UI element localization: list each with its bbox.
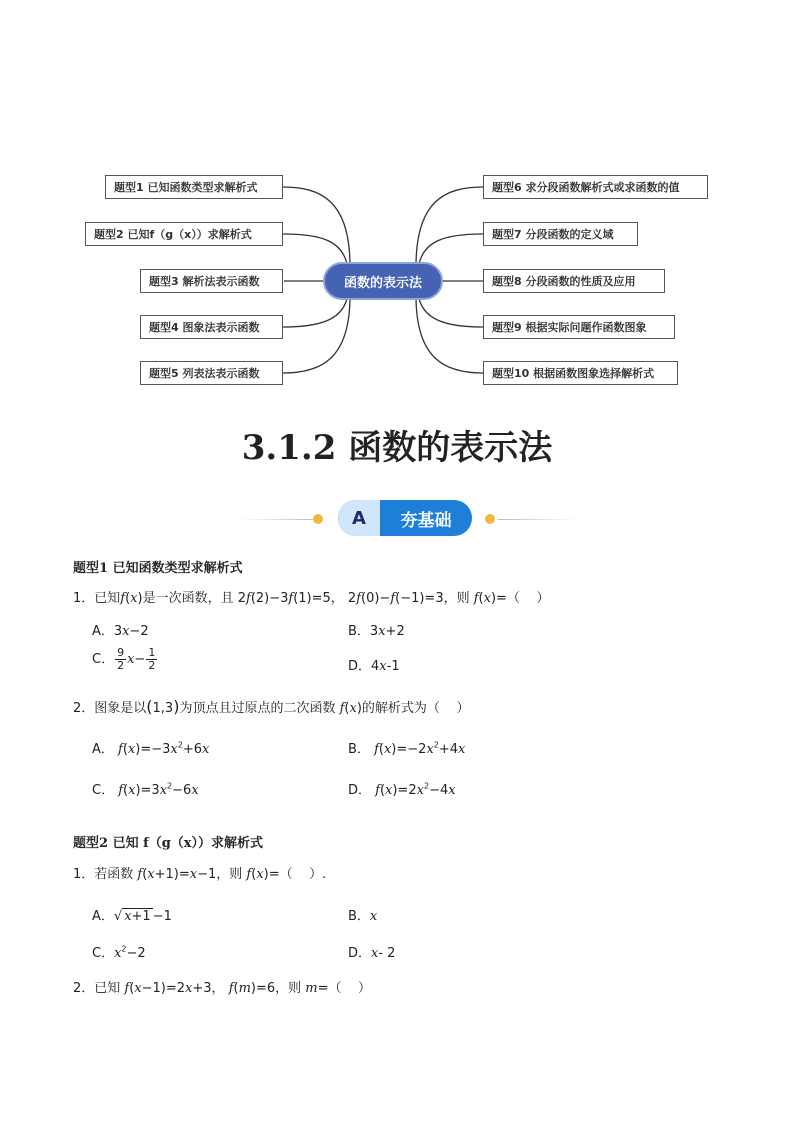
option-1-1-b: B．3x+2 bbox=[348, 624, 405, 639]
badge-text: 夯基础 bbox=[400, 510, 452, 531]
option-1-2-b: B． $f(x)=-2x^2+4x$ bbox=[348, 740, 466, 757]
option-2-1-b: B．x bbox=[348, 909, 378, 924]
mindmap-node-type6 bbox=[483, 175, 708, 199]
option-1-1-c: C． $\frac{9}{2}$ x− $\frac{1}{2}$ bbox=[92, 646, 156, 672]
mindmap-node-type10 bbox=[483, 361, 678, 385]
node-label: 题型10 根据函数图象选择解析式 bbox=[492, 367, 655, 380]
badge-letter: A bbox=[338, 500, 380, 536]
mindmap-node-type2 bbox=[85, 222, 283, 246]
option-2-1-c: C．$x^2-2$ bbox=[92, 944, 146, 961]
level-badge bbox=[338, 500, 472, 536]
node-label: 题型6 求分段函数解析式或求函数的值 bbox=[492, 181, 680, 194]
mindmap-node-type8 bbox=[483, 269, 665, 293]
node-label: 题型1 已知函数类型求解析式 bbox=[114, 181, 258, 194]
divider-left bbox=[238, 519, 318, 520]
node-label: 题型8 分段函数的性质及应用 bbox=[492, 275, 636, 288]
question-2-2: 2．已知 f(x−1)=2x+3， f(m)=6，则 m=（ ） bbox=[73, 981, 372, 996]
option-2-1-d: D．x- 2 bbox=[348, 946, 396, 961]
option-2-1-a: A．√ x+1 −1 bbox=[92, 909, 172, 924]
dot-left bbox=[313, 514, 323, 524]
option-1-1-d: D．4x-1 bbox=[348, 659, 400, 674]
question-2-1: 1．若函数 f(x+1)=x−1，则 f(x)=（ ）. bbox=[73, 867, 327, 882]
section-heading-type1: 题型1 已知函数类型求解析式 bbox=[73, 561, 243, 576]
section-heading-type2: 题型2 已知 f（g（x））求解析式 bbox=[73, 836, 264, 851]
node-label: 题型4 图象法表示函数 bbox=[149, 321, 260, 334]
mindmap-node-type1 bbox=[105, 175, 283, 199]
node-label: 题型5 列表法表示函数 bbox=[149, 367, 260, 380]
question-1-2: 2．图象是以(1,3)为顶点且过原点的二次函数 f(x)的解析式为（ ） bbox=[73, 697, 470, 716]
mindmap-node-type9 bbox=[483, 315, 675, 339]
level-badge-row bbox=[0, 498, 794, 538]
mindmap-connectors bbox=[0, 0, 794, 400]
mindmap-center bbox=[323, 262, 443, 300]
node-label: 题型7 分段函数的定义域 bbox=[492, 228, 614, 241]
center-label: 函数的表示法 bbox=[343, 275, 422, 291]
mindmap-node-type4 bbox=[140, 315, 283, 339]
mindmap-node-type3 bbox=[140, 269, 283, 293]
node-label: 题型3 解析法表示函数 bbox=[149, 275, 260, 288]
dot-right bbox=[485, 514, 495, 524]
option-1-2-c: C． $f(x)=3x^2-6x$ bbox=[92, 781, 199, 798]
divider-right bbox=[498, 519, 578, 520]
mindmap-node-type5 bbox=[140, 361, 283, 385]
option-1-2-a: A． $f(x)=-3x^2+6x$ bbox=[92, 740, 210, 757]
page-title: 3.1.2 函数的表示法 bbox=[241, 428, 553, 468]
option-1-2-d: D． $f(x)=2x^2-4x$ bbox=[348, 781, 456, 798]
mindmap-node-type7 bbox=[483, 222, 638, 246]
option-1-1-a: A．3x−2 bbox=[92, 624, 149, 639]
node-label: 题型9 根据实际问题作函数图象 bbox=[492, 321, 647, 334]
question-1-1: 1．已知f(x)是一次函数，且 2f(2)−3f(1)=5， 2f(0)−f(−1)=3，则 f(x)=（ ） bbox=[73, 591, 550, 606]
node-label: 题型2 已知f（g（x））求解析式 bbox=[94, 228, 252, 241]
